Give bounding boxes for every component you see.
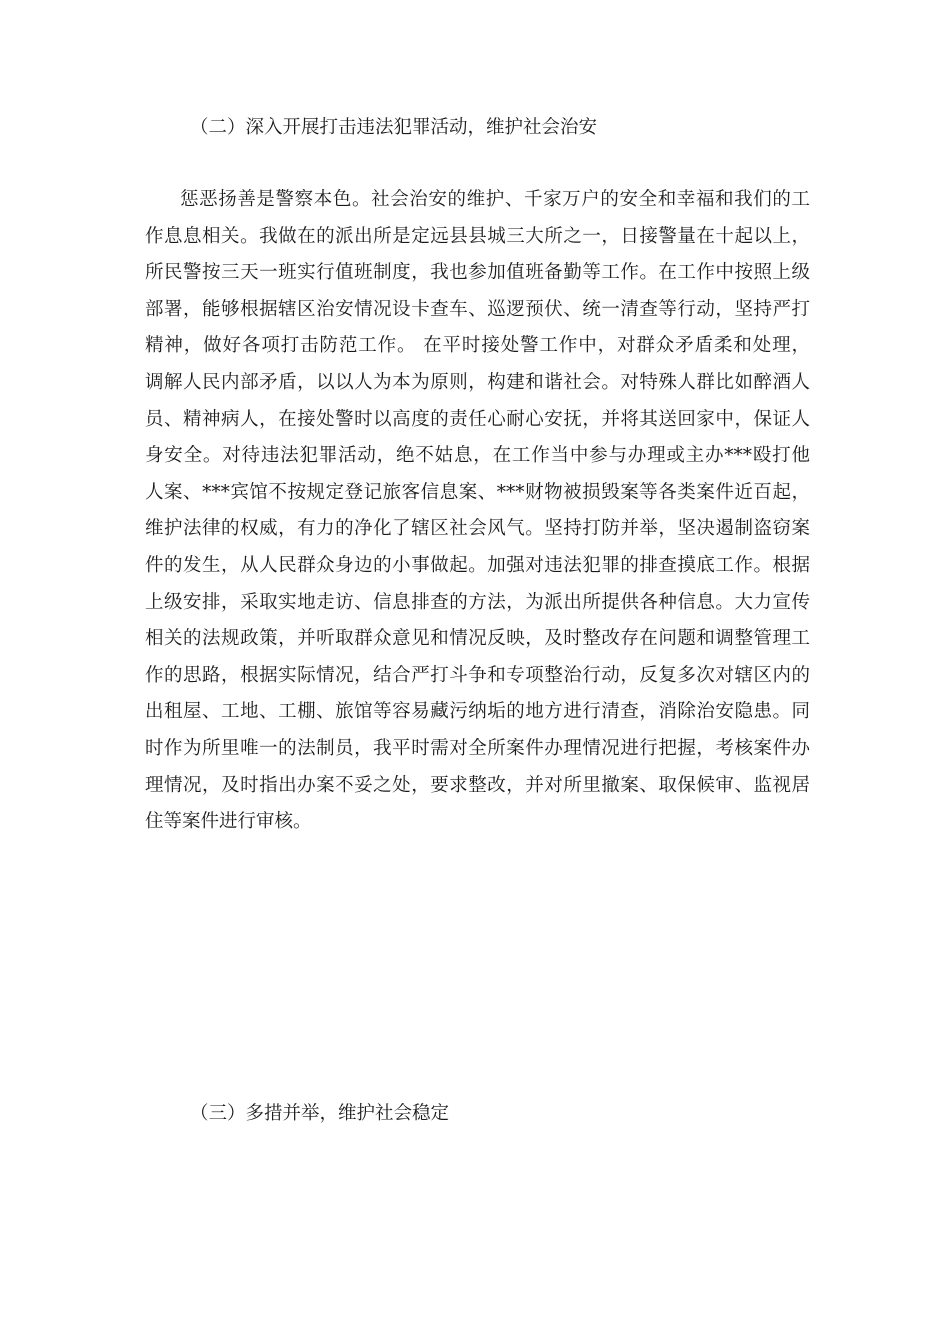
paragraph-line: 出租屋、工地、工棚、旅馆等容易藏污纳垢的地方进行清查，消除治安隐患。同 [145,701,810,723]
section-heading-3: （三）多措并举，维护社会稳定 [190,1103,450,1124]
section-heading-2: （二）深入开展打击违法犯罪活动，维护社会治安 [190,117,598,138]
paragraph-line: 理情况，及时指出办案不妥之处，要求整改，并对所里撤案、取保候审、监视居 [145,774,810,796]
paragraph-line: 件的发生，从人民群众身边的小事做起。加强对违法犯罪的排查摸底工作。根据 [145,554,810,576]
paragraph-line: 维护法律的权威，有力的净化了辖区社会风气。坚持打防并举，坚决遏制盗窃案 [145,518,810,540]
paragraph-line: 住等案件进行审核。 [145,811,312,833]
body-paragraph [145,182,810,841]
paragraph-line: 惩恶扬善是警察本色。社会治安的维护、千家万户的安全和幸福和我们的工 [180,189,810,210]
paragraph-line: 身安全。对待违法犯罪活动，绝不姑息，在工作当中参与办理或主办***殴打他 [145,445,810,467]
paragraph-line: 时作为所里唯一的法制员，我平时需对全所案件办理情况进行把握，考核案件办 [145,737,810,759]
paragraph-line: 精神，做好各项打击防范工作。 在平时接处警工作中，对群众矛盾柔和处理， [145,335,810,357]
paragraph-line: 调解人民内部矛盾，以以人为本为原则，构建和谐社会。对特殊人群比如醉酒人 [145,371,810,393]
paragraph-line: 作的思路，根据实际情况，结合严打斗争和专项整治行动，反复多次对辖区内的 [145,664,810,686]
paragraph-line: 人案、***宾馆不按规定登记旅客信息案、***财物被损毁案等各类案件近百起， [145,481,810,503]
paragraph-line: 员、精神病人，在接处警时以高度的责任心耐心安抚，并将其送回家中，保证人 [145,408,810,430]
paragraph-line: 所民警按三天一班实行值班制度，我也参加值班备勤等工作。在工作中按照上级 [145,262,810,284]
paragraph-line: 作息息相关。我做在的派出所是定远县县城三大所之一，日接警量在十起以上， [145,225,810,247]
paragraph-line: 相关的法规政策，并听取群众意见和情况反映，及时整改存在问题和调整管理工 [145,628,810,650]
paragraph-line: 上级安排，采取实地走访、信息排查的方法，为派出所提供各种信息。大力宣传 [145,591,810,613]
paragraph-line: 部署，能够根据辖区治安情况设卡查车、巡逻预伏、统一清查等行动，坚持严打 [145,298,810,320]
